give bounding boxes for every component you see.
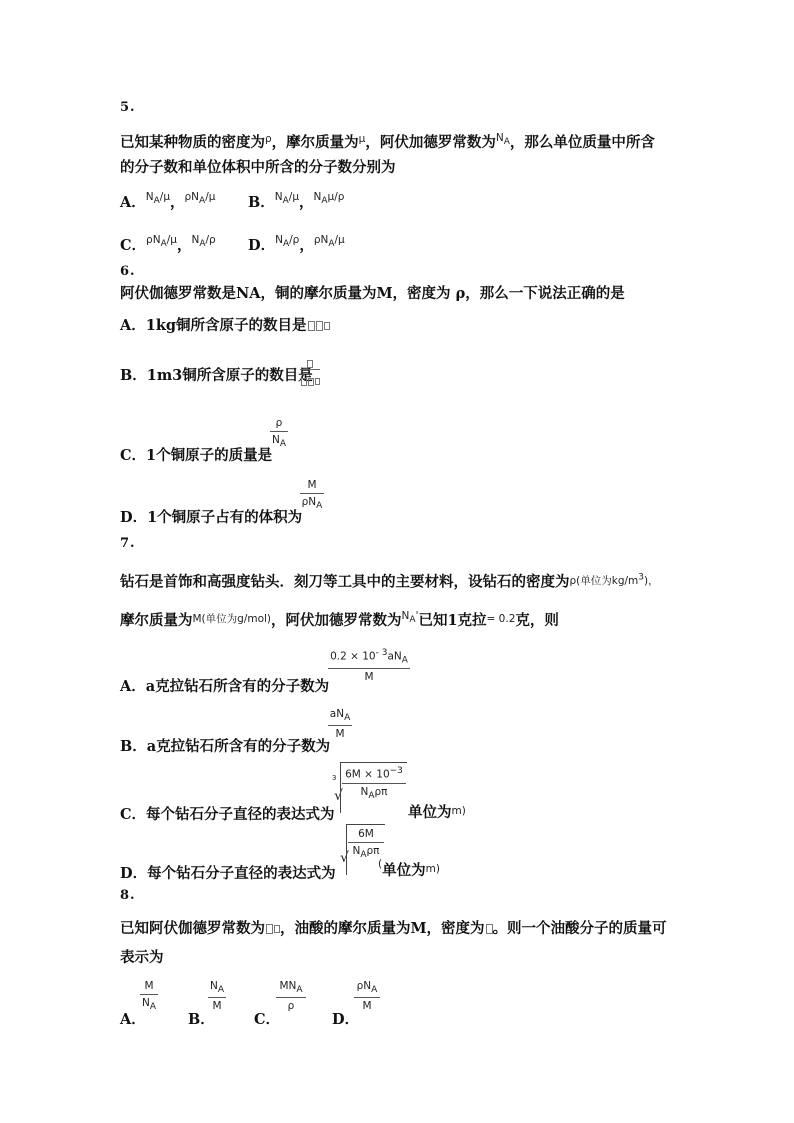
unrendered-na-icon	[265, 920, 280, 937]
question-5-number: 5.	[120, 100, 136, 115]
question-8-number: 8.	[120, 888, 136, 903]
question-7-stem-line-1: 钻石是首饰和高强度钻头．刻刀等工具中的主要材料，设钻石的密度为$^{\rho(单位为kg/m^3),}$	[120, 572, 659, 591]
mu-symbol: μ	[358, 133, 366, 145]
fraction-rho-over-na: $\frac{\rho}{N_A}$	[271, 417, 287, 450]
rho-symbol: ρ	[265, 133, 272, 145]
question-8-option-c-label[interactable]: C．	[254, 1011, 281, 1028]
question-7-option-b[interactable]: B．a克拉钻石所含有的分子数为	[120, 738, 331, 755]
fraction-na-over-m: $\frac{N_A}{M}$	[209, 980, 225, 1013]
question-6-option-b[interactable]: B．1m3铜所含原子的数目是	[120, 367, 313, 384]
question-7-option-c[interactable]: C．每个钻石分子直径的表达式为	[120, 806, 335, 823]
fraction-rho-na-over-m: $\rho N_A$ M	[354, 980, 380, 1012]
question-8-option-a-label[interactable]: A．	[120, 1011, 146, 1028]
unrendered-formula-icon	[307, 317, 330, 334]
question-5-option-c[interactable]: C．$^{\rho N_A/\mu}$，$^{N_A/\rho}$	[120, 234, 216, 254]
fraction-m-na-over-rho: $MN_A$ ρ	[276, 980, 306, 1012]
question-6-option-d[interactable]: D．1个铜原子占有的体积为	[120, 509, 303, 526]
question-8-stem-line-2: 表示为	[120, 949, 164, 966]
unrendered-fraction-icon	[300, 360, 320, 390]
question-7-option-a[interactable]: A．a克拉钻石所含有的分子数为	[120, 678, 330, 695]
question-5-option-b[interactable]: B．$^{N_A/\mu}$，$^{N_A\mu/\rho}$	[248, 191, 345, 211]
question-5-stem-line-1: 已知某种物质的密度为$^\rho$，摩尔质量为$^\mu$，阿伏加德罗常数为$^{N_A}$，那么单位质量中所含	[120, 132, 655, 151]
fraction-a-na-over-m: $aN_A$ M	[329, 708, 351, 741]
question-5-option-a[interactable]: A．$^{N_A/\mu}$，$^{\rho N_A/\mu}$	[120, 191, 216, 211]
question-7-number: 7.	[120, 536, 136, 551]
question-7-stem-line-2: 摩尔质量为$^{M(单位为g/mol)}$，阿伏加德罗常数为$^{N_A'}$已知1克拉$^{= 0.2}$克，则	[120, 610, 559, 629]
question-6-option-a[interactable]: A．1kg铜所含原子的数目是	[120, 316, 330, 336]
question-8-option-b-label[interactable]: B．	[188, 1011, 215, 1028]
question-5-stem-line-2: 的分子数和单位体积中所含的分子数分别为	[120, 159, 396, 176]
question-7-option-c-unit: 单位为$^{m)}$	[408, 804, 466, 821]
question-6-number: 6.	[120, 264, 136, 279]
question-6-stem: 阿伏伽德罗常数是NA，铜的摩尔质量为M，密度为 ρ，那么一下说法正确的是	[120, 285, 625, 302]
question-8-stem-line-1: 已知阿伏伽德罗常数为 ，油酸的摩尔质量为M，密度为 。则一个油酸分子的质量可	[120, 920, 667, 937]
cube-root-expression: 3 √ $6M \times 10^{-3}$ $N_A\rho\pi$	[332, 762, 408, 814]
question-6-option-c[interactable]: C．1个铜原子的质量是	[120, 447, 273, 464]
fraction-m-over-rho-na: M $\rho N_A$	[301, 479, 323, 512]
question-7-option-d-unit: (单位为$^{m)}$	[378, 858, 440, 879]
unrendered-rho-icon	[485, 920, 493, 937]
na-symbol: NA	[495, 132, 510, 148]
question-5-option-d[interactable]: D．$^{N_A/\rho}$，$^{\rho N_A/\mu}$	[248, 234, 345, 254]
question-8-option-d-label[interactable]: D．	[332, 1011, 360, 1028]
fraction-m-over-na: $\frac{M}{N_A}$	[141, 980, 157, 1013]
fraction-a-carat-molecules: $0.2 \times 10^{- 3}aN_A$ M	[328, 648, 410, 683]
square-root-expression: √ 6M $N_A\rho\pi$	[340, 824, 384, 876]
question-7-option-d[interactable]: D．每个钻石分子直径的表达式为	[120, 865, 336, 882]
